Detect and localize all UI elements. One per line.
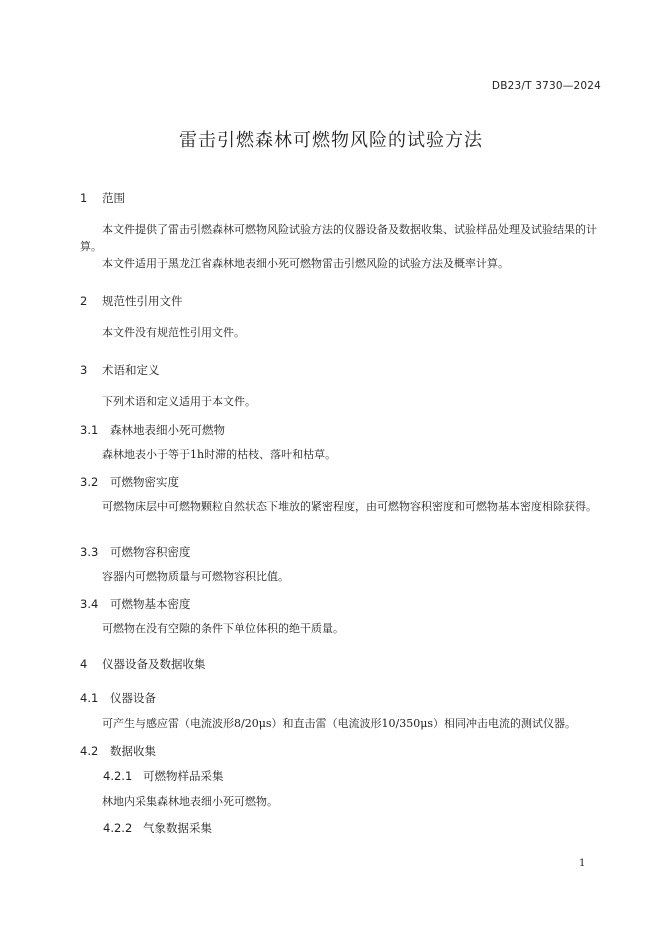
- subsection-heading: 3.1 森林地表细小死可燃物: [80, 423, 225, 437]
- subsection-heading: 3.4 可燃物基本密度: [80, 597, 191, 611]
- paragraph: 下列术语和定义适用于本文件。: [102, 395, 256, 408]
- subsection-heading: 3.3 可燃物容积密度: [80, 545, 191, 559]
- paragraph: 可燃物在没有空隙的条件下单位体积的绝干质量。: [102, 622, 344, 635]
- document-title: 雷击引燃森林可燃物风险的试验方法: [179, 130, 483, 151]
- section-heading: 4 仪器设备及数据收集: [80, 657, 206, 671]
- paragraph: 可产生与感应雷（电流波形8/20μs）和直击雷（电流波形10/350μs）相同冲击电流的测试仪器。: [102, 717, 576, 730]
- paragraph: 森林地表小于等于1h时滞的枯枝、落叶和枯草。: [102, 448, 337, 461]
- page-number: 1: [579, 858, 586, 869]
- paragraph: 可燃物床层中可燃物颗粒自然状态下堆放的紧密程度，由可燃物容积密度和可燃物基本密度相除获得。: [102, 500, 597, 513]
- subsubsection-heading: 4.2.1 可燃物样品采集: [103, 769, 224, 783]
- document-code: DB23/T 3730—2024: [491, 80, 601, 92]
- section-heading: 1 范围: [80, 191, 125, 205]
- paragraph: 本文件适用于黑龙江省森林地表细小死可燃物雷击引燃风险的试验方法及概率计算。: [102, 257, 509, 270]
- subsection-heading: 4.1 仪器设备: [80, 691, 156, 705]
- section-heading: 2 规范性引用文件: [80, 294, 183, 308]
- paragraph: 容器内可燃物质量与可燃物容积比值。: [102, 570, 289, 583]
- paragraph: 本文件没有规范性引用文件。: [102, 326, 245, 339]
- subsection-heading: 3.2 可燃物密实度: [80, 475, 179, 489]
- section-heading: 3 术语和定义: [80, 363, 160, 377]
- subsubsection-heading: 4.2.2 气象数据采集: [103, 821, 212, 835]
- subsection-heading: 4.2 数据收集: [80, 744, 156, 758]
- paragraph: 本文件提供了雷击引燃森林可燃物风险试验方法的仪器设备及数据收集、试验样品处理及试验结果的计算。: [80, 223, 597, 253]
- paragraph: 林地内采集森林地表细小死可燃物。: [102, 795, 278, 808]
